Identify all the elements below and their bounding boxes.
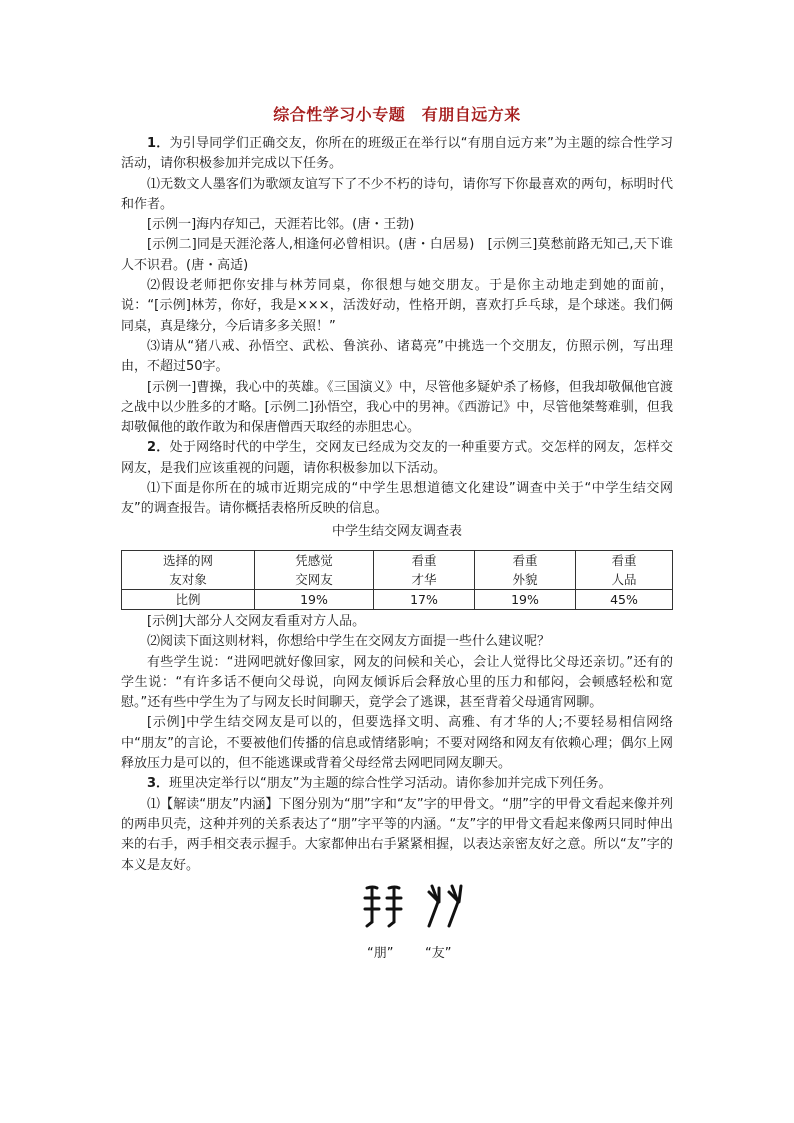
survey-table xyxy=(121,550,673,610)
q2-part2-question: ⑵阅读下面这则材料，你想给中学生在交网友方面提一些什么建议呢？ xyxy=(147,634,551,650)
header-line2: 交网友 xyxy=(295,571,333,587)
q2-part2-material: 有些学生说：“进网吧就好像回家，网友的问候和关心，会让人觉得比父母还亲切。”还有的学生说：“有许多话不便向父母说，向网友倾诉后会释放心里的压力和郁闷，会顿感轻松和宽慰。”还有些中学生为了与网友长时间聊天，竟学会了逃课，甚至背着父母通宵网聊。 xyxy=(121,654,673,711)
header-line2: 才华 xyxy=(411,571,437,587)
q1-number: 1． xyxy=(147,136,170,151)
q1-part1-question: ⑴无数文人墨客们为歌颂友谊写下了不少不朽的诗句，请你写下你最喜欢的两句，标明时代和作者。 xyxy=(121,176,673,212)
peng-oracle-glyph-icon xyxy=(361,882,405,928)
table-cell: 19% xyxy=(475,589,576,609)
page-title: 综合性学习小专题 有朋自远方来 xyxy=(273,105,521,124)
q3-intro xyxy=(121,774,673,794)
table-caption: 中学生结交网友调查表 xyxy=(331,523,462,539)
q3-number: 3． xyxy=(147,776,170,792)
table-header-cell xyxy=(475,550,576,589)
table-cell: 19% xyxy=(255,589,374,609)
q2-part2-example: [示例]中学生结交网友是可以的，但要选择文明、高雅、有才华的人;不要轻易相信网络中“朋友”的言论，不要被他们传播的信息或情绪影响；不要对网络和网友有依赖心理；偶尔上网释放压力是可以的，但不能逃课或背着父母经常去网吧同网友聊天。 xyxy=(121,715,673,772)
q2-number: 2． xyxy=(147,440,170,456)
q1-part1-example1: [示例一]海内存知己，天涯若比邻。(唐・王勃) xyxy=(147,217,415,233)
table-row xyxy=(122,589,673,609)
header-line1: 看重 xyxy=(411,552,437,568)
row-label: 比例 xyxy=(122,589,255,609)
q3-part1-text: ⑴【解读“朋友”内涵】下图分别为“朋”字和“友”字的甲骨文。“朋”字的甲骨文看起来像并列的两串贝壳，这种并列的关系表达了“朋”字平等的内涵。“友”字的甲骨文看起来像两只同时伸出来的右手，两手相交表示握手。大家都伸出右手紧紧相握，以表达亲密友好之意。所以“友”字的本义是友好。 xyxy=(121,796,673,873)
header-line1: 选择的网 xyxy=(162,552,213,568)
header-line2: 外貌 xyxy=(512,571,538,587)
document-page xyxy=(121,104,673,976)
caption-peng: “朋” xyxy=(367,945,394,961)
q3-intro-text: 班里决定举行以“朋友”为主题的综合性学习活动。请你参加并完成下列任务。 xyxy=(169,776,612,792)
header-line1: 看重 xyxy=(611,552,637,568)
table-header-cell xyxy=(122,550,255,589)
table-cell: 17% xyxy=(374,589,475,609)
q1-part1-example2: [示例二]同是天涯沦落人,相逢何必曾相识。(唐・白居易) [示例三]莫愁前路无知己,天下谁人不识君。(唐・高适) xyxy=(121,237,673,273)
q1-intro xyxy=(121,134,673,175)
header-line2: 友对象 xyxy=(169,571,207,587)
header-line1: 凭感觉 xyxy=(295,552,333,568)
q2-part1-example: [示例]大部分人交网友看重对方人品。 xyxy=(147,613,366,629)
q2-intro-text: 处于网络时代的中学生，交网友已经成为交友的一种重要方式。交怎样的网友，怎样交网友，是我们应该重视的问题，请你积极参加以下活动。 xyxy=(121,440,673,476)
q1-part2-question: ⑵假设老师把你安排与林芳同桌，你很想与她交朋友。于是你主动地走到她的面前，说：“[示例]林芳，你好，我是×××，活泼好动，性格开朗，喜欢打乒乓球，是个球迷。我们俩同桌，真是缘分，今后请多多关照！” xyxy=(121,278,673,334)
table-cell: 45% xyxy=(576,589,673,609)
q2-intro xyxy=(121,438,673,479)
q2-part1-question: ⑴下面是你所在的城市近期完成的“中学生思想道德文化建设”调查中关于“中学生结交网友”的调查报告。请你概括表格所反映的信息。 xyxy=(121,481,673,517)
header-line2: 人品 xyxy=(611,571,637,587)
q1-intro-text: 为引导同学们正确交友，你所在的班级正在举行以“有朋自远方来”为主题的综合性学习活动，请你积极参加并完成以下任务。 xyxy=(121,136,673,172)
table-header-cell xyxy=(576,550,673,589)
oracle-bone-figure xyxy=(121,880,673,976)
table-header-cell xyxy=(255,550,374,589)
you-oracle-glyph-icon xyxy=(425,882,469,928)
table-header-row xyxy=(122,550,673,589)
caption-you: “友” xyxy=(425,945,452,961)
header-line1: 看重 xyxy=(512,552,538,568)
table-header-cell xyxy=(374,550,475,589)
q1-part3-question: ⑶请从“猪八戒、孙悟空、武松、鲁滨孙、诸葛亮”中挑选一个交朋友，仿照示例，写出理由，不超过50字。 xyxy=(121,338,673,375)
q1-part3-example: [示例一]曹操，我心中的英雄。《三国演义》中，尽管他多疑妒杀了杨修，但我却敬佩他官渡之战中以少胜多的才略。[示例二]孙悟空，我心中的男神。《西游记》中，尽管他桀骜难驯，但我却敬佩他的敢作敢为和保唐僧西天取经的赤胆忠心。 xyxy=(121,379,673,436)
